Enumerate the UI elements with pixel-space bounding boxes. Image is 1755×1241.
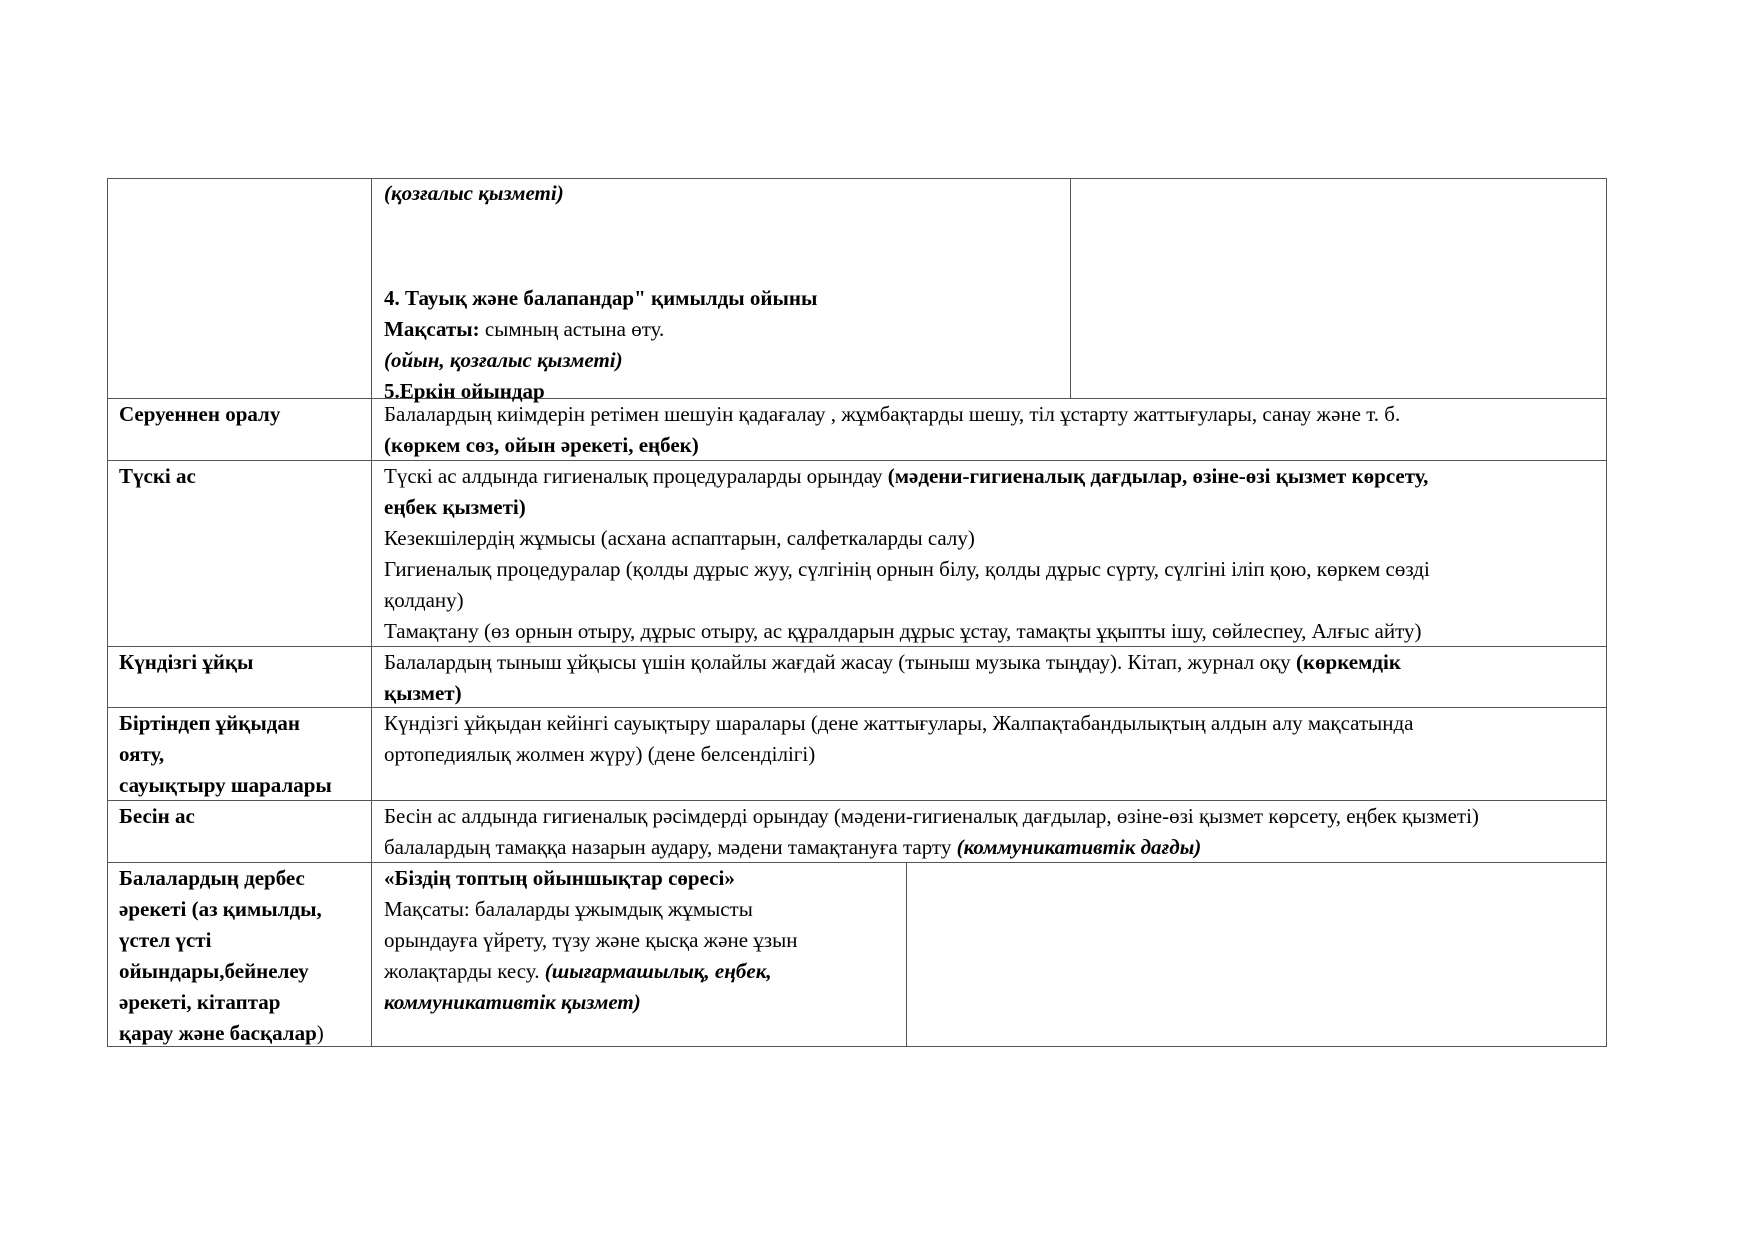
nap-content	[384, 647, 1599, 709]
snack-note: (коммуникативтік дағды)	[956, 835, 1202, 859]
wake-label-line: сауықтыру шаралары	[119, 773, 332, 797]
row-label-snack: Бесін ас	[119, 804, 195, 828]
lunch-bold: (мәдени-гигиеналық дағдылар, өзіне-өзі қызмет көрсету,	[887, 464, 1429, 488]
independent-text: жолақтарды кесу.	[384, 959, 545, 983]
independent-label-line: әрекеті, кітаптар	[119, 990, 281, 1014]
activity-note: (қозғалыс қызметі)	[384, 181, 564, 205]
row-label-return-walk: Серуеннен оралу	[119, 402, 281, 426]
independent-label-bold: қарау және басқалар	[119, 1021, 317, 1045]
game-goal	[384, 314, 1064, 345]
return-walk-line: Балалардың киімдерін ретімен шешуін қадағалау , жұмбақтарды шешу, тіл ұстарту жаттығулары, санау және т. б.	[384, 402, 1401, 426]
independent-title: «Біздің топтың ойыншықтар сөресі»	[384, 866, 735, 890]
wake-line: ортопедиялық жолмен жүру) (дене белсенділігі)	[384, 742, 816, 766]
independent-label-end: )	[316, 1021, 324, 1045]
nap-bold: (көркемдік	[1295, 650, 1401, 674]
lunch-line: еңбек қызметі)	[384, 495, 526, 519]
independent-note: коммуникативтік қызмет)	[384, 990, 641, 1014]
table-border-right	[1606, 178, 1607, 1047]
snack-text: балалардың тамаққа назарын аудару, мәдени тамақтануға тарту	[384, 835, 957, 859]
goal-text: сымның астына өту.	[479, 317, 665, 341]
row-label-lunch: Түскі ас	[119, 464, 196, 488]
independent-label-line	[119, 1018, 369, 1049]
wake-label-line: Біртіндеп ұйқыдан	[119, 711, 300, 735]
free-games: 5.Еркін ойындар	[384, 379, 545, 403]
nap-text: Балалардың тыныш ұйқысы үшін қолайлы жағдай жасау (тыныш музыка тыңдау). Кітап, журнал оқу	[384, 650, 1296, 674]
return-walk-content	[384, 399, 1599, 461]
game-title: 4. Тауық және балапандар" қимылды ойыны	[384, 286, 818, 310]
column-divider	[371, 178, 372, 1047]
lunch-line: Кезекшілердің жұмысы (асхана аспаптарын, салфеткаларды салу)	[384, 526, 975, 550]
lunch-line	[384, 461, 1599, 492]
independent-line: Мақсаты: балаларды ұжымдық жұмысты	[384, 897, 753, 921]
column-divider	[1070, 178, 1071, 398]
independent-label-line: әрекеті (аз қимылды,	[119, 897, 322, 921]
lunch-text: Түскі ас алдында гигиеналық процедураларды орындау	[384, 464, 888, 488]
table-border-left	[107, 178, 108, 1047]
independent-label-line: Балалардың дербес	[119, 866, 305, 890]
wake-label-line: ояту,	[119, 742, 165, 766]
lunch-line: қолдану)	[384, 588, 464, 612]
nap-line	[384, 647, 1599, 678]
row-label-nap: Күндізгі ұйқы	[119, 650, 254, 674]
continuation-content	[384, 178, 1064, 407]
column-divider	[906, 862, 907, 1046]
wake-line: Күндізгі ұйқыдан кейінгі сауықтыру шаралары (дене жаттығулары, Жалпақтабандылықтың алдын алу мақсатында	[384, 711, 1414, 735]
independent-label-line: ойындары,бейнелеу	[119, 959, 309, 983]
lunch-line: Гигиеналық процедуралар (қолды дұрыс жуу, сүлгінің орнын білу, қолды дұрыс сүрту, сүлгіні іліп қою, көркем сөзді	[384, 557, 1430, 581]
row-label-wake	[119, 708, 369, 801]
independent-line: орындауға үйрету, түзу және қысқа және ұзын	[384, 928, 798, 952]
return-walk-note: (көркем сөз, ойын әрекеті, еңбек)	[384, 433, 699, 457]
lunch-content	[384, 461, 1599, 647]
independent-note: (шығармашылық, еңбек,	[544, 959, 772, 983]
independent-label-line: үстел үсті	[119, 928, 212, 952]
independent-content	[384, 863, 899, 1018]
row-label-independent	[119, 863, 369, 1049]
snack-content	[384, 801, 1599, 863]
game-note: (ойын, қозғалыс қызметі)	[384, 348, 623, 372]
goal-label: Мақсаты:	[384, 317, 480, 341]
independent-line	[384, 956, 899, 987]
wake-content	[384, 708, 1599, 770]
nap-line: қызмет)	[384, 681, 462, 705]
lunch-line: Тамақтану (өз орнын отыру, дұрыс отыру, ас құралдарын дұрыс ұстау, тамақты ұқыпты ішу, сөйлеспеу, Алғыс айту)	[384, 619, 1422, 643]
snack-line: Бесін ас алдында гигиеналық рәсімдерді орындау (мәдени-гигиеналық дағдылар, өзіне-өзі қызмет көрсету, еңбек қызметі)	[384, 804, 1479, 828]
snack-line	[384, 832, 1599, 863]
